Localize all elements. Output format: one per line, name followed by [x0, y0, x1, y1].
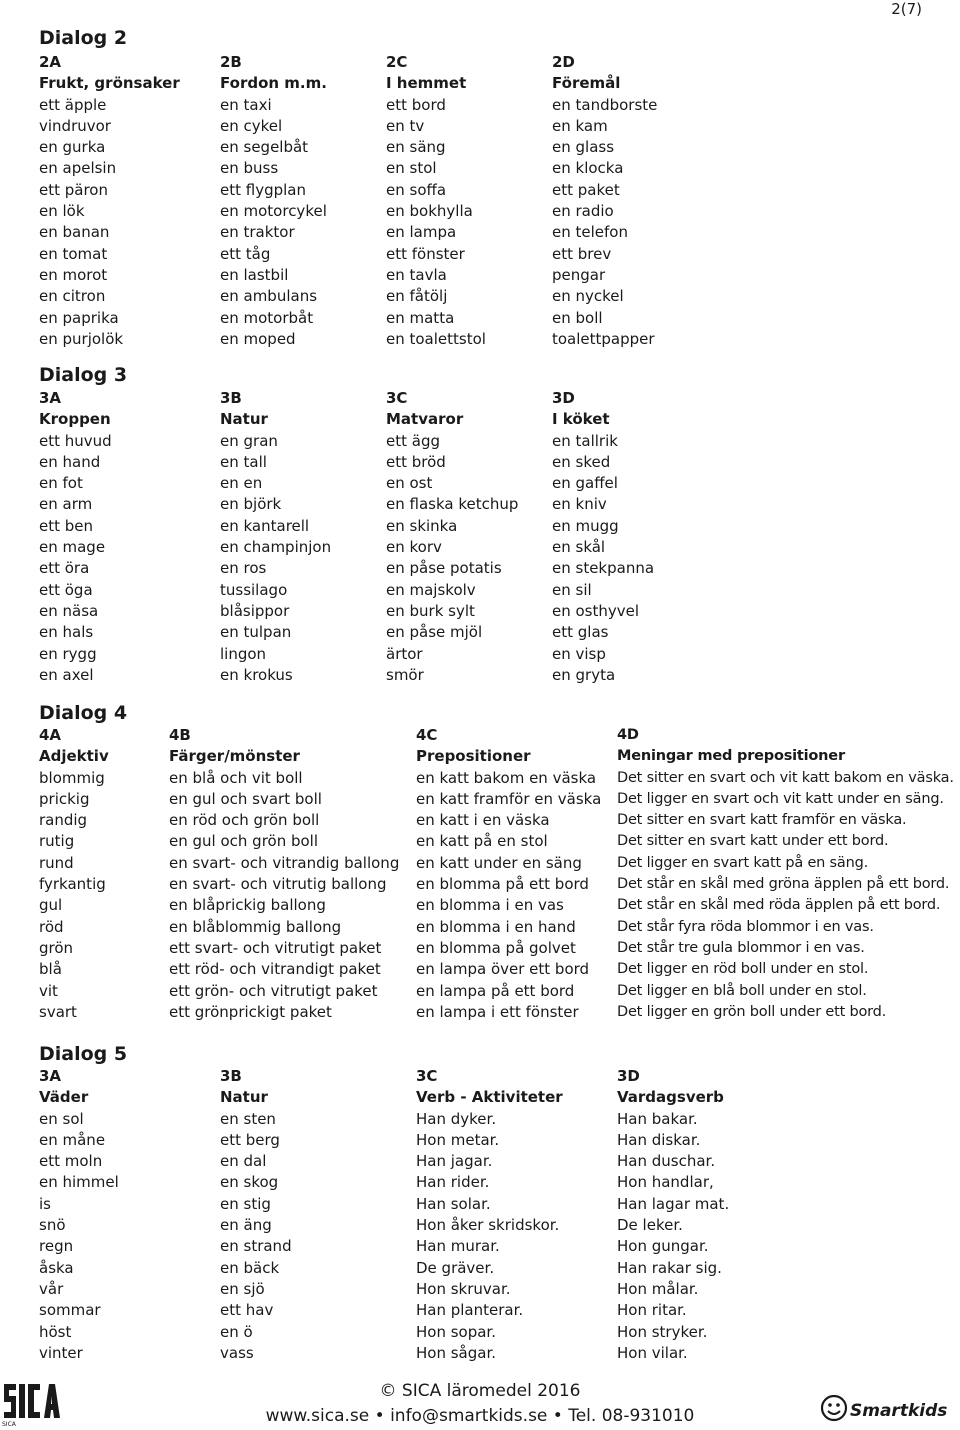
- list-item: en himmel: [39, 1173, 119, 1192]
- list-item: is: [39, 1194, 51, 1213]
- list-item: en tomat: [39, 244, 108, 263]
- list-item: en visp: [552, 644, 606, 663]
- column-heading: Verb - Aktiviteter: [416, 1088, 563, 1107]
- list-item: ett svart- och vitrutigt paket: [169, 938, 382, 957]
- list-item: en lök: [39, 202, 85, 221]
- column-4a: [39, 725, 109, 1023]
- list-item: ett glas: [552, 623, 609, 642]
- list-item: Det ligger en grön boll under ett bord.: [617, 1003, 887, 1020]
- list-item: vit: [39, 981, 58, 1000]
- list-item: en ost: [386, 474, 433, 493]
- list-item: en hand: [39, 452, 101, 471]
- column-heading: Natur: [220, 410, 268, 429]
- list-item: en telefon: [552, 223, 628, 242]
- list-item: en stig: [220, 1194, 271, 1213]
- list-item: en sjö: [220, 1279, 265, 1298]
- list-item: fyrkantig: [39, 875, 106, 894]
- dialog-title: Dialog 5: [39, 1043, 128, 1065]
- column-5a: [39, 1066, 119, 1364]
- list-item: Det ligger en röd boll under en stol.: [617, 961, 869, 978]
- list-item: en nyckel: [552, 287, 624, 306]
- list-item: en burk sylt: [386, 601, 475, 620]
- column-heading: Prepositioner: [416, 747, 531, 766]
- list-item: en buss: [220, 159, 279, 178]
- list-item: en blomma på golvet: [416, 938, 576, 957]
- column-code: 2D: [552, 53, 575, 71]
- list-item: toalettpapper: [552, 329, 655, 348]
- list-item: en traktor: [220, 223, 295, 242]
- list-item: Hon sågar.: [416, 1343, 497, 1362]
- list-item: en katt bakom en väska: [416, 768, 597, 787]
- list-item: ett bröd: [386, 452, 446, 471]
- list-item: röd: [39, 917, 64, 936]
- column-code: 4C: [416, 726, 438, 744]
- column-3a: [39, 388, 112, 686]
- list-item: ett moln: [39, 1152, 103, 1171]
- list-item: en motorbåt: [220, 308, 314, 327]
- list-item: en tulpan: [220, 623, 292, 642]
- list-item: Det står tre gula blommor i en vas.: [617, 939, 865, 956]
- list-item: ett tåg: [220, 244, 271, 263]
- sica-logo: [0, 1378, 62, 1428]
- list-item: ett ben: [39, 516, 94, 535]
- column-heading: I köket: [552, 410, 610, 429]
- list-item: Det står fyra röda blommor i en vas.: [617, 918, 874, 935]
- list-item: en apelsin: [39, 159, 117, 178]
- list-item: en klocka: [552, 159, 624, 178]
- column-code: 3C: [386, 389, 408, 407]
- column-3c: [386, 388, 518, 686]
- list-item: Han duschar.: [617, 1152, 716, 1171]
- list-item: blommig: [39, 768, 105, 787]
- list-item: Hon målar.: [617, 1279, 699, 1298]
- list-item: en påse mjöl: [386, 623, 483, 642]
- list-item: ett äpple: [39, 95, 107, 114]
- list-item: en blåblommig ballong: [169, 917, 342, 936]
- list-item: Han lagar mat.: [617, 1194, 730, 1213]
- list-item: en en: [220, 474, 263, 493]
- list-item: regn: [39, 1237, 74, 1256]
- list-item: en banan: [39, 223, 110, 242]
- list-item: en katt framför en väska: [416, 789, 602, 808]
- list-item: lingon: [220, 644, 267, 663]
- list-item: en moped: [220, 329, 296, 348]
- list-item: Det ligger en svart och vit katt under en säng.: [617, 790, 944, 807]
- list-item: Han planterar.: [416, 1301, 524, 1320]
- list-item: en tandborste: [552, 95, 658, 114]
- list-item: en lastbil: [220, 265, 289, 284]
- list-item: vinter: [39, 1343, 83, 1362]
- list-item: vindruvor: [39, 116, 111, 135]
- list-item: ett huvud: [39, 431, 112, 450]
- column-heading: I hemmet: [386, 74, 467, 93]
- list-item: en lampa över ett bord: [416, 960, 590, 979]
- list-item: en katt i en väska: [416, 811, 550, 830]
- column-2d: [552, 52, 657, 350]
- list-item: en matta: [386, 308, 455, 327]
- list-item: vår: [39, 1279, 64, 1298]
- column-3b: [220, 388, 331, 686]
- list-item: en tavla: [386, 265, 447, 284]
- list-item: en svart- och vitrandig ballong: [169, 853, 400, 872]
- list-item: ett flygplan: [220, 180, 306, 199]
- list-item: en gul och svart boll: [169, 789, 322, 808]
- column-heading: Kroppen: [39, 410, 111, 429]
- column-2b: [220, 52, 327, 350]
- list-item: smör: [386, 665, 424, 684]
- list-item: Det sitter en svart katt framför en väska.: [617, 812, 907, 829]
- list-item: ett hav: [220, 1301, 274, 1320]
- list-item: ett öga: [39, 580, 93, 599]
- column-heading: Vardagsverb: [617, 1088, 724, 1107]
- list-item: Han murar.: [416, 1237, 500, 1256]
- list-item: en kam: [552, 116, 608, 135]
- list-item: blåsippor: [220, 601, 290, 620]
- list-item: en gul och grön boll: [169, 832, 319, 851]
- column-4d: [617, 725, 954, 1023]
- list-item: ett grön- och vitrutigt paket: [169, 981, 378, 1000]
- column-2c: [386, 52, 486, 350]
- list-item: Hon ritar.: [617, 1301, 687, 1320]
- list-item: ett paket: [552, 180, 620, 199]
- list-item: en soffa: [386, 180, 447, 199]
- list-item: en lampa i ett fönster: [416, 1002, 579, 1021]
- dialog-title: Dialog 3: [39, 364, 128, 386]
- list-item: en rygg: [39, 644, 97, 663]
- list-item: en mage: [39, 538, 106, 557]
- list-item: Det står en skål med gröna äpplen på ett bord.: [617, 876, 950, 893]
- list-item: en purjolök: [39, 329, 124, 348]
- footer-contact: www.sica.se • info@smartkids.se • Tel. 08-931010: [265, 1406, 695, 1426]
- list-item: en champinjon: [220, 538, 332, 557]
- list-item: en fåtölj: [386, 287, 448, 306]
- list-item: vass: [220, 1343, 254, 1362]
- list-item: en strand: [220, 1237, 292, 1256]
- column-5d: [617, 1066, 729, 1364]
- list-item: en stekpanna: [552, 559, 655, 578]
- list-item: en skål: [552, 538, 606, 557]
- column-code: 3A: [39, 389, 62, 407]
- column-code: 3A: [39, 1067, 62, 1085]
- list-item: en majskolv: [386, 580, 476, 599]
- list-item: svart: [39, 1002, 77, 1021]
- list-item: en blomma i en vas: [416, 896, 564, 915]
- list-item: Han jagar.: [416, 1152, 493, 1171]
- column-code: 4D: [617, 727, 639, 743]
- list-item: Det ligger en blå boll under en stol.: [617, 982, 867, 999]
- column-code: 3D: [617, 1067, 640, 1085]
- list-item: en krokus: [220, 665, 293, 684]
- list-item: en hals: [39, 623, 94, 642]
- list-item: Det sitter en svart katt under ett bord.: [617, 833, 889, 850]
- list-item: en axel: [39, 665, 94, 684]
- list-item: en blå och vit boll: [169, 768, 303, 787]
- list-item: snö: [39, 1216, 66, 1235]
- list-item: ärtor: [386, 644, 423, 663]
- list-item: en sil: [552, 580, 592, 599]
- list-item: Han diskar.: [617, 1130, 701, 1149]
- list-item: en osthyvel: [552, 601, 640, 620]
- list-item: en gaffel: [552, 474, 618, 493]
- list-item: en sten: [220, 1109, 276, 1128]
- list-item: Han solar.: [416, 1194, 491, 1213]
- column-heading: Matvaror: [386, 410, 464, 429]
- list-item: en blomma i en hand: [416, 917, 576, 936]
- list-item: en gurka: [39, 138, 106, 157]
- list-item: en gryta: [552, 665, 616, 684]
- list-item: en tv: [386, 116, 425, 135]
- smartkids-logo-text: Smartkids: [850, 1401, 948, 1421]
- list-item: ett öra: [39, 559, 90, 578]
- list-item: en sol: [39, 1109, 84, 1128]
- list-item: en paprika: [39, 308, 119, 327]
- list-item: en måne: [39, 1130, 106, 1149]
- page-number: 2(7): [891, 0, 922, 18]
- list-item: De gräver.: [416, 1258, 495, 1277]
- list-item: en katt på en stol: [416, 832, 548, 851]
- list-item: en svart- och vitrutig ballong: [169, 875, 387, 894]
- list-item: en skinka: [386, 516, 458, 535]
- list-item: ett ägg: [386, 431, 440, 450]
- list-item: Det ligger en svart katt på en säng.: [617, 854, 869, 871]
- column-2a: [39, 52, 180, 350]
- list-item: ett grönprickigt paket: [169, 1002, 332, 1021]
- column-heading: Väder: [39, 1088, 89, 1107]
- list-item: en påse potatis: [386, 559, 502, 578]
- column-5b: [220, 1066, 292, 1364]
- list-item: ett fönster: [386, 244, 465, 263]
- list-item: Hon åker skridskor.: [416, 1216, 560, 1235]
- list-item: Det står en skål med röda äpplen på ett bord.: [617, 897, 941, 914]
- dialog-title: Dialog 2: [39, 27, 128, 49]
- list-item: åska: [39, 1258, 74, 1277]
- column-heading: Meningar med prepositioner: [617, 748, 845, 765]
- list-item: en tall: [220, 452, 267, 471]
- list-item: en korv: [386, 538, 442, 557]
- list-item: en fot: [39, 474, 83, 493]
- list-item: ett berg: [220, 1130, 280, 1149]
- column-code: 4A: [39, 726, 62, 744]
- column-5c: [416, 1066, 563, 1364]
- list-item: ett päron: [39, 180, 108, 199]
- column-heading: Frukt, grönsaker: [39, 74, 180, 93]
- column-heading: Färger/mönster: [169, 747, 300, 766]
- list-item: De leker.: [617, 1216, 683, 1235]
- column-code: 3D: [552, 389, 575, 407]
- list-item: en äng: [220, 1216, 272, 1235]
- list-item: en katt under en säng: [416, 853, 582, 872]
- column-code: 2C: [386, 53, 408, 71]
- smartkids-logo: [820, 1390, 948, 1426]
- list-item: Hon stryker.: [617, 1322, 708, 1341]
- list-item: en arm: [39, 495, 93, 514]
- list-item: grön: [39, 938, 74, 957]
- list-item: blå: [39, 960, 62, 979]
- list-item: Han bakar.: [617, 1109, 698, 1128]
- list-item: en tallrik: [552, 431, 618, 450]
- list-item: en boll: [552, 308, 603, 327]
- list-item: Hon sopar.: [416, 1322, 496, 1341]
- list-item: Han rider.: [416, 1173, 490, 1192]
- list-item: en säng: [386, 138, 446, 157]
- column-code: 4B: [169, 726, 191, 744]
- list-item: en sked: [552, 452, 611, 471]
- list-item: en lampa på ett bord: [416, 981, 575, 1000]
- list-item: en dal: [220, 1152, 267, 1171]
- column-code: 2B: [220, 53, 242, 71]
- column-heading: Föremål: [552, 74, 621, 93]
- list-item: en ros: [220, 559, 267, 578]
- list-item: en citron: [39, 287, 106, 306]
- sica-logo-text: SICA: [2, 1421, 16, 1428]
- list-item: en röd och grön boll: [169, 811, 320, 830]
- list-item: Hon vilar.: [617, 1343, 688, 1362]
- list-item: rund: [39, 853, 74, 872]
- list-item: höst: [39, 1322, 72, 1341]
- list-item: Hon handlar,: [617, 1173, 714, 1192]
- list-item: Hon metar.: [416, 1130, 500, 1149]
- list-item: en stol: [386, 159, 437, 178]
- list-item: sommar: [39, 1301, 101, 1320]
- list-item: ett bord: [386, 95, 446, 114]
- list-item: en skog: [220, 1173, 279, 1192]
- list-item: en näsa: [39, 601, 99, 620]
- column-heading: Fordon m.m.: [220, 74, 327, 93]
- list-item: en bokhylla: [386, 202, 473, 221]
- list-item: prickig: [39, 789, 90, 808]
- list-item: gul: [39, 896, 63, 915]
- list-item: ett brev: [552, 244, 612, 263]
- list-item: en glass: [552, 138, 615, 157]
- list-item: en segelbåt: [220, 138, 309, 157]
- column-4c: [416, 725, 601, 1023]
- list-item: randig: [39, 811, 88, 830]
- column-3d: [552, 388, 654, 686]
- list-item: en blåprickig ballong: [169, 896, 326, 915]
- list-item: en blomma på ett bord: [416, 875, 589, 894]
- list-item: en bäck: [220, 1258, 280, 1277]
- list-item: en radio: [552, 202, 614, 221]
- column-code: 3B: [220, 1067, 242, 1085]
- list-item: Det sitter en svart och vit katt bakom en väska.: [617, 769, 954, 786]
- list-item: en lampa: [386, 223, 457, 242]
- column-code: 3C: [416, 1067, 438, 1085]
- list-item: rutig: [39, 832, 75, 851]
- list-item: Hon skruvar.: [416, 1279, 511, 1298]
- list-item: en flaska ketchup: [386, 495, 519, 514]
- list-item: ett röd- och vitrandigt paket: [169, 960, 381, 979]
- list-item: en kantarell: [220, 516, 310, 535]
- list-item: Hon gungar.: [617, 1237, 709, 1256]
- list-item: Han dyker.: [416, 1109, 497, 1128]
- column-heading: Natur: [220, 1088, 268, 1107]
- list-item: Han rakar sig.: [617, 1258, 722, 1277]
- dialog-title: Dialog 4: [39, 702, 128, 724]
- list-item: en morot: [39, 265, 108, 284]
- column-4b: [169, 725, 399, 1023]
- column-heading: Adjektiv: [39, 747, 109, 766]
- list-item: en björk: [220, 495, 282, 514]
- list-item: en motorcykel: [220, 202, 327, 221]
- list-item: en ambulans: [220, 287, 318, 306]
- column-code: 3B: [220, 389, 242, 407]
- list-item: en ö: [220, 1322, 253, 1341]
- list-item: en taxi: [220, 95, 272, 114]
- list-item: en toalettstol: [386, 329, 486, 348]
- column-code: 2A: [39, 53, 62, 71]
- list-item: en cykel: [220, 116, 283, 135]
- footer-copyright: © SICA läromedel 2016: [379, 1381, 581, 1401]
- list-item: en mugg: [552, 516, 619, 535]
- list-item: en gran: [220, 431, 278, 450]
- list-item: en kniv: [552, 495, 607, 514]
- list-item: tussilago: [220, 580, 288, 599]
- list-item: pengar: [552, 265, 606, 284]
